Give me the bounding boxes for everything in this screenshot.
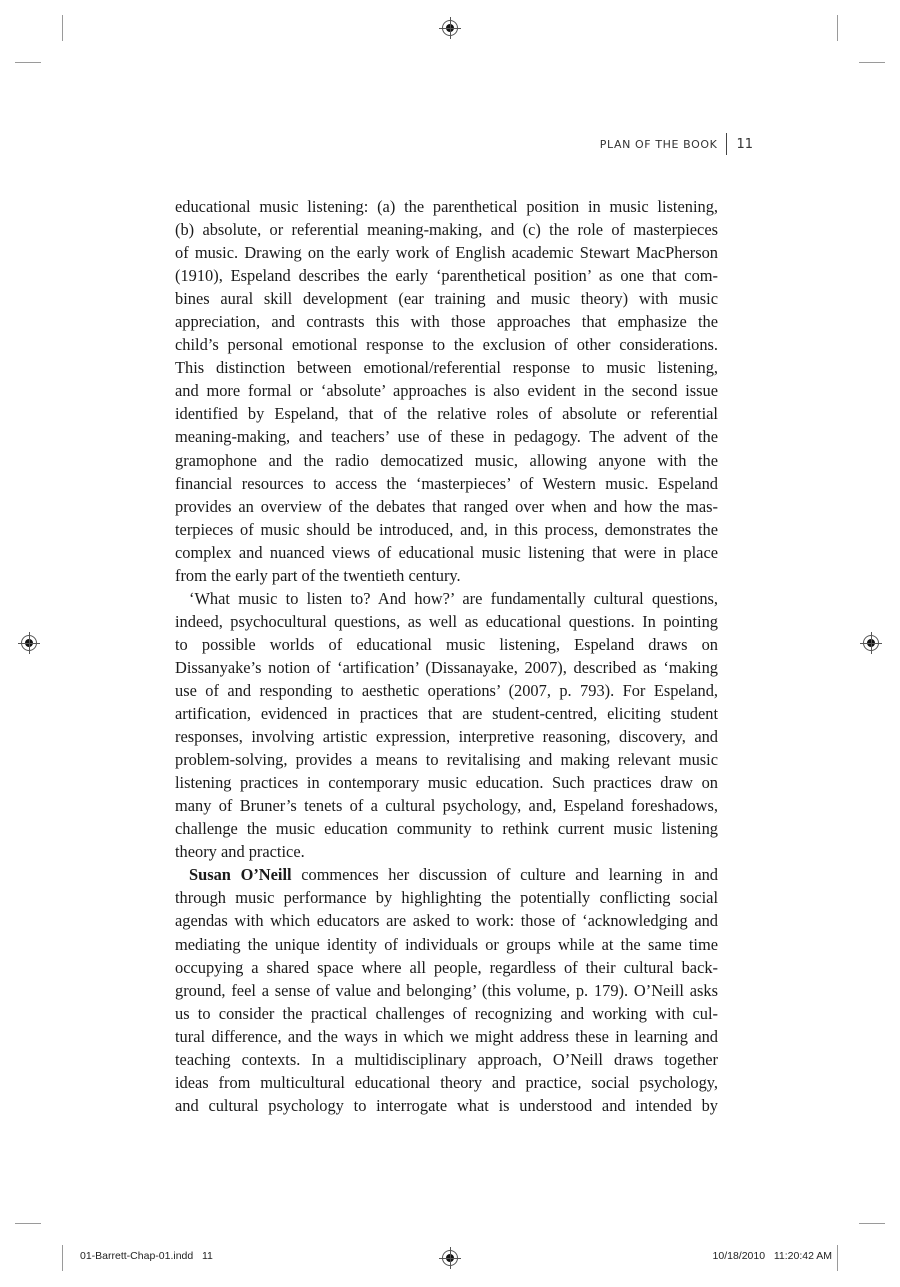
crop-mark-bottom-right-horizontal	[859, 1223, 885, 1224]
text-line: from the early part of the twentieth century.	[175, 565, 461, 585]
text-line: use of and responding to aesthetic operations’ (2007, p. 793). For Espeland,	[175, 680, 718, 700]
text-line: (b) absolute, or referential meaning-making, and (c) the role of masterpieces	[175, 220, 718, 240]
text-line: ground, feel a sense of value and belonging’ (this volume, p. 179). O’Neill asks	[175, 980, 718, 1000]
crop-mark-top-left-vertical	[62, 15, 63, 41]
registration-target-icon-left	[21, 635, 37, 651]
text-line: Dissanyake’s notion of ‘artification’ (Dissanayake, 2007), described as ‘making	[175, 657, 718, 677]
crop-mark-top-right-vertical	[837, 15, 838, 41]
body-text	[175, 195, 718, 1117]
text-line: teaching contexts. In a multidisciplinary approach, O’Neill draws together	[175, 1049, 718, 1069]
crop-mark-bottom-left-horizontal	[15, 1223, 41, 1224]
text-line: This distinction between emotional/referential response to music listening,	[175, 358, 718, 378]
text-line: to possible worlds of educational music listening, Espeland draws on	[175, 634, 718, 654]
text-line: theory and practice.	[175, 842, 305, 862]
text-line: listening practices in contemporary music education. Such practices draw on	[175, 773, 718, 793]
paragraph-2	[175, 587, 718, 864]
text-line: financial resources to access the ‘masterpieces’ of Western music. Espeland	[175, 473, 718, 493]
text-line: terpieces of music should be introduced, and, in this process, demonstrates the	[175, 519, 718, 539]
slug-file-name: 01-Barrett-Chap-01.indd 11	[80, 1250, 213, 1262]
page-number: 11	[736, 136, 753, 152]
paragraph-1	[175, 195, 718, 587]
text-line: indeed, psychocultural questions, as well as educational questions. In pointing	[175, 611, 718, 631]
text-line: problem-solving, provides a means to revitalising and making relevant music	[175, 750, 718, 770]
crop-mark-top-left-horizontal	[15, 62, 41, 63]
running-head-divider	[726, 133, 727, 155]
text-line: tural difference, and the ways in which we might address these in learning and	[175, 1026, 718, 1046]
text-line: occupying a shared space where all people, regardless of their cultural back-	[175, 957, 718, 977]
slug-timestamp: 10/18/2010 11:20:42 AM	[712, 1250, 832, 1262]
crop-mark-bottom-left-vertical	[62, 1245, 63, 1271]
text-line: and cultural psychology to interrogate what is understood and intended by	[175, 1095, 718, 1115]
registration-target-icon-bottom	[442, 1250, 458, 1266]
text-line: ideas from multicultural educational theory and practice, social psychology,	[175, 1072, 718, 1092]
registration-target-icon-right	[863, 635, 879, 651]
text-line: educational music listening: (a) the parenthetical position in music listening,	[175, 197, 718, 216]
paragraph-3	[175, 863, 718, 1117]
text-line: identified by Espeland, that of the relative roles of absolute or referential	[175, 404, 718, 424]
registration-target-icon-top	[442, 20, 458, 36]
text-line: mediating the unique identity of individuals or groups while at the same time	[175, 934, 718, 954]
text-line: gramophone and the radio democatized music, allowing anyone with the	[175, 450, 718, 470]
text-line: (1910), Espeland describes the early ‘parenthetical position’ as one that com-	[175, 266, 718, 286]
running-head	[540, 134, 753, 154]
running-head-title: PLAN OF THE BOOK	[599, 137, 718, 151]
text-line	[175, 863, 718, 886]
text-line: many of Bruner’s tenets of a cultural psychology, and, Espeland foreshadows,	[175, 796, 718, 816]
text-run: commences her discussion of culture and learning in and	[291, 865, 718, 885]
text-line: through music performance by highlighting the potentially conflicting social	[175, 888, 718, 908]
text-line: ‘What music to listen to? And how?’ are fundamentally cultural questions,	[189, 588, 718, 608]
text-line: agendas with which educators are asked to work: those of ‘acknowledging and	[175, 911, 718, 931]
text-line: complex and nuanced views of educational music listening that were in place	[175, 542, 718, 562]
author-name: Susan O’Neill	[189, 865, 292, 885]
text-line: bines aural skill development (ear training and music theory) with music	[175, 289, 718, 309]
text-line: artification, evidenced in practices that are student-centred, eliciting student	[175, 704, 718, 724]
text-line: us to consider the practical challenges of recognizing and working with cul-	[175, 1003, 718, 1023]
text-line: meaning-making, and teachers’ use of these in pedagogy. The advent of the	[175, 427, 718, 447]
crop-mark-top-right-horizontal	[859, 62, 885, 63]
text-line: of music. Drawing on the early work of English academic Stewart MacPherson	[175, 243, 718, 263]
text-line: and more formal or ‘absolute’ approaches is also evident in the second issue	[175, 381, 718, 401]
text-line: challenge the music education community to rethink current music listening	[175, 819, 718, 839]
text-line: responses, involving artistic expression, interpretive reasoning, discovery, and	[175, 727, 718, 747]
text-line: appreciation, and contrasts this with those approaches that emphasize the	[175, 312, 718, 332]
text-line: provides an overview of the debates that ranged over when and how the mas-	[175, 496, 718, 516]
text-line: child’s personal emotional response to the exclusion of other considerations.	[175, 335, 718, 355]
crop-mark-bottom-right-vertical	[837, 1245, 838, 1271]
